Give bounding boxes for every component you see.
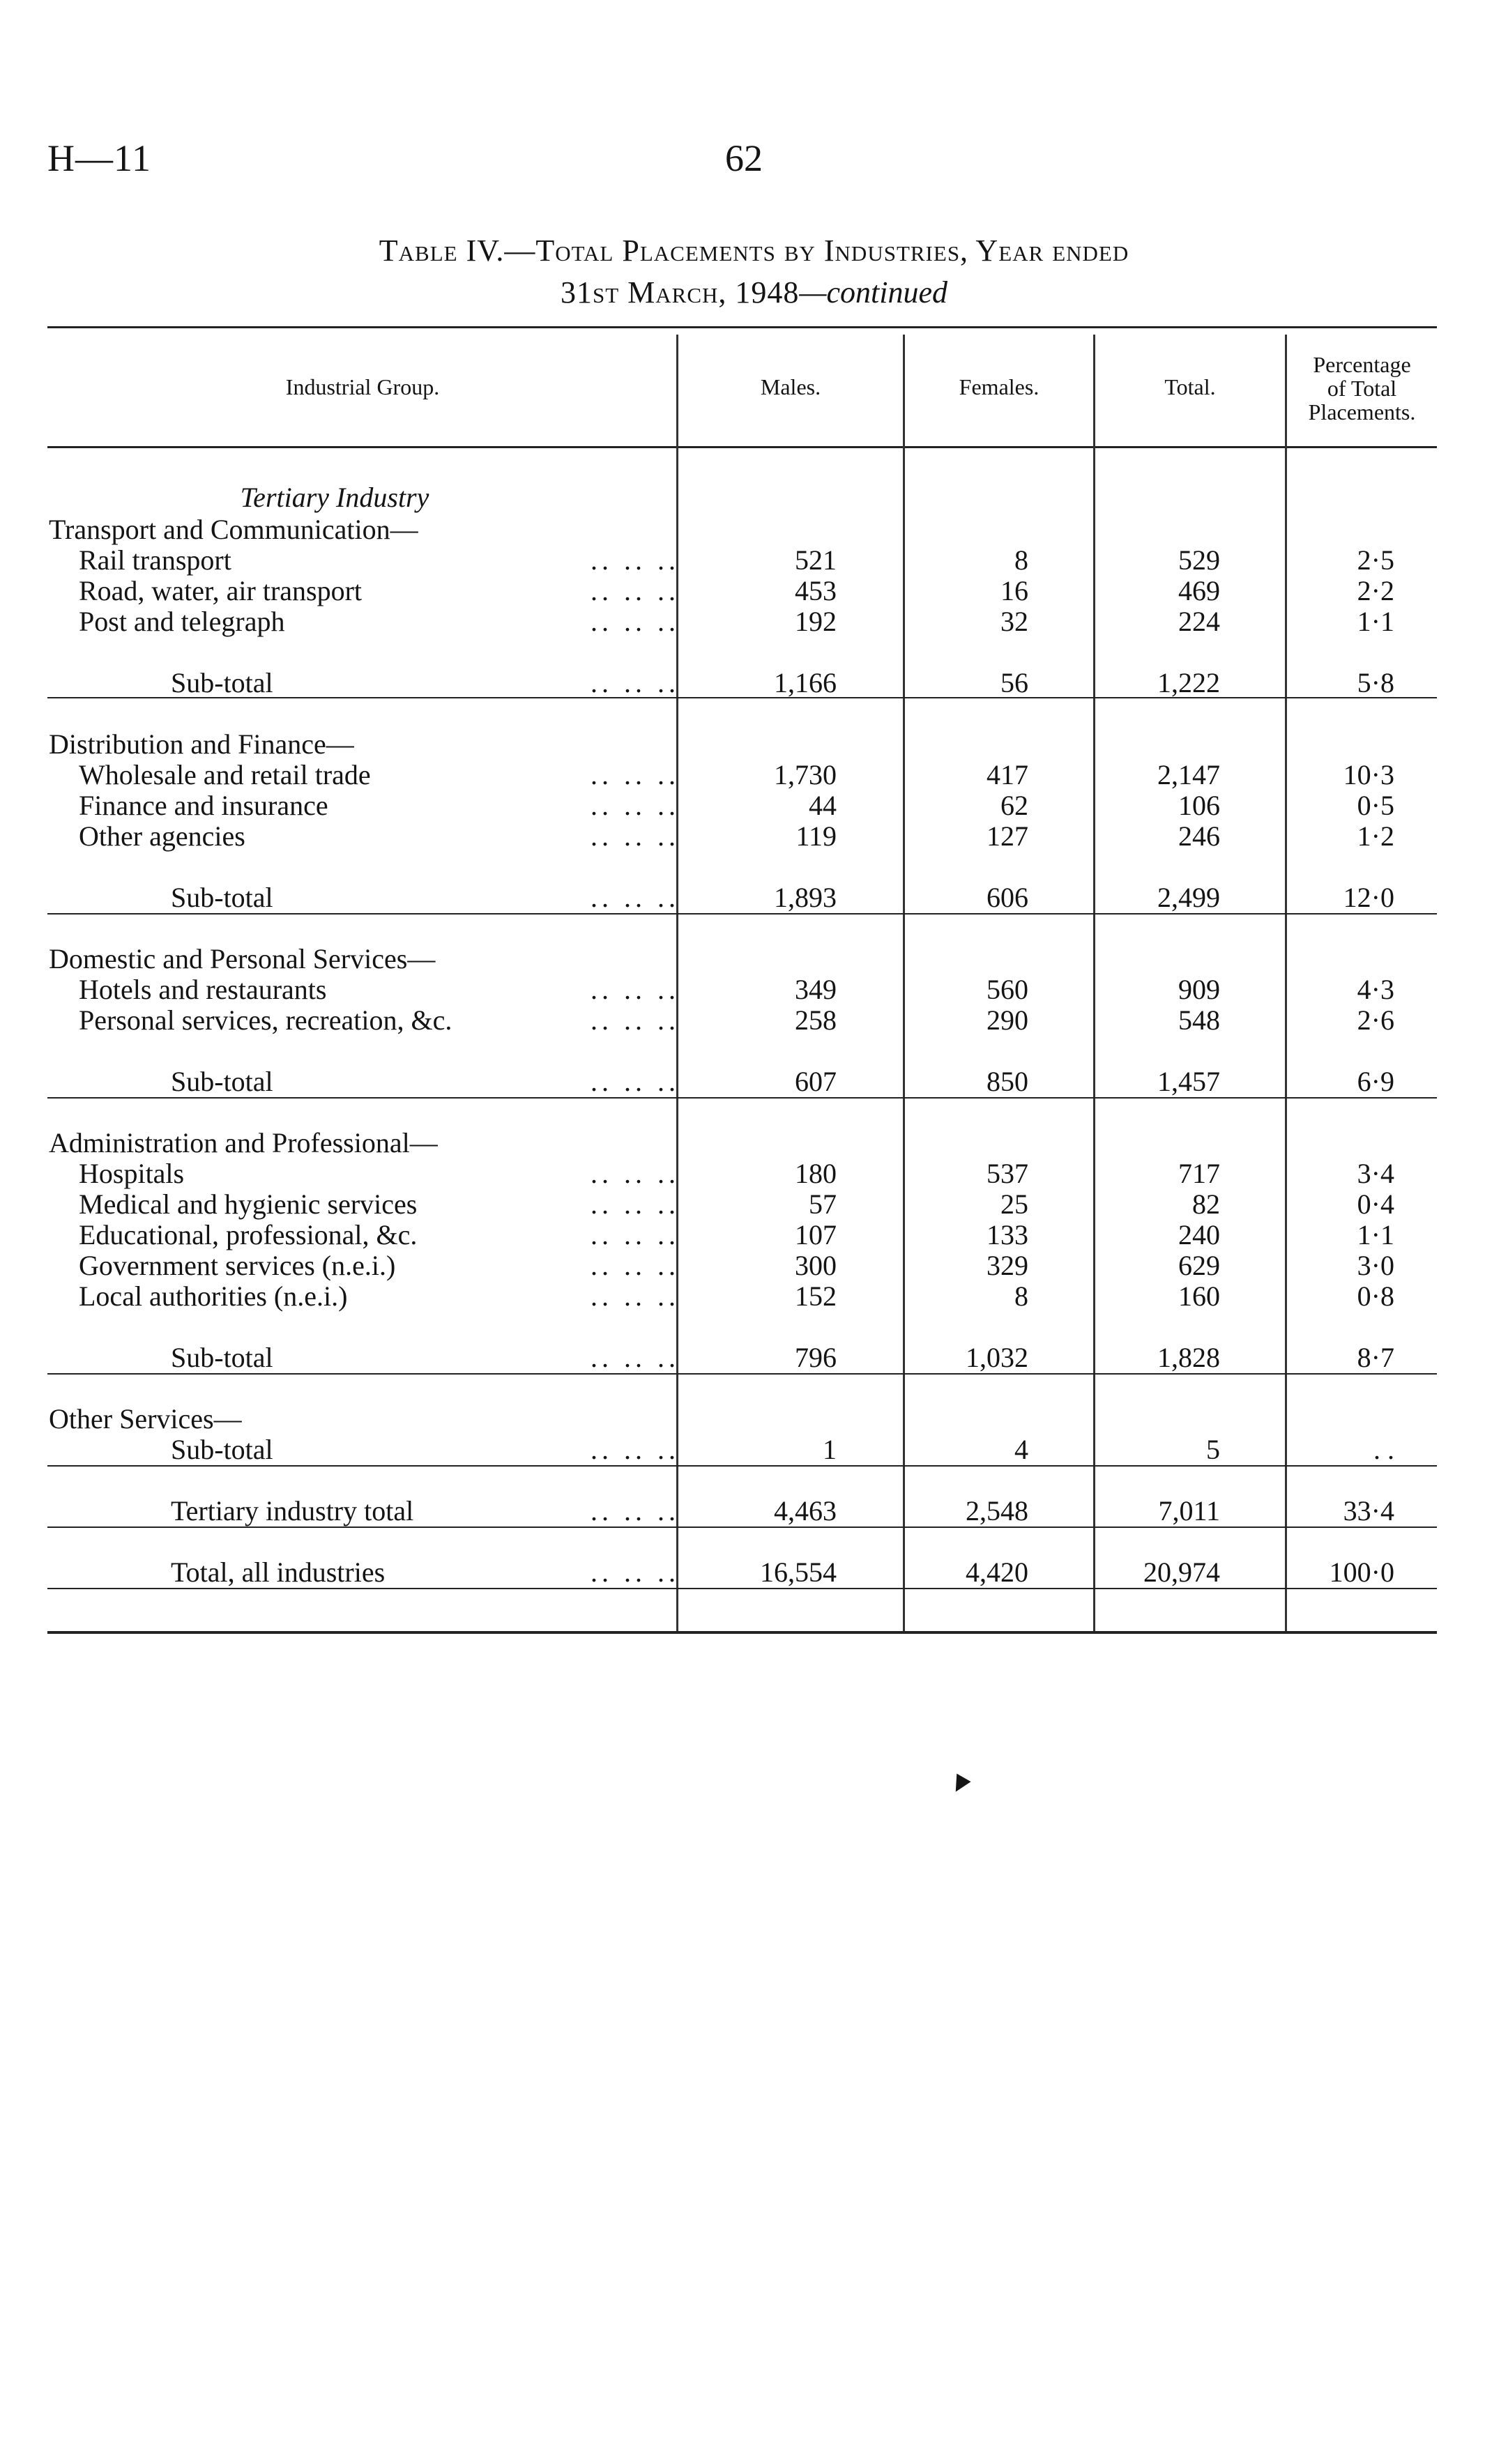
cell-pct: 1·1 [1357,606,1394,637]
row-label: Personal services, recreation, &c. [79,1004,452,1036]
cell-males: 1,166 [774,667,837,698]
title-continued: —continued [799,275,948,309]
row-label: Sub-total [171,1434,273,1465]
cell-pct: 0·5 [1357,790,1394,821]
cell-females: 25 [1000,1188,1028,1220]
cell-pct: 100·0 [1329,1556,1394,1588]
table-row [0,1189,1508,1220]
table-row [0,729,1508,760]
cell-females: 62 [1000,790,1028,821]
cell-total: 629 [1178,1250,1220,1281]
table-row [0,1005,1508,1036]
cell-total: 529 [1178,544,1220,576]
cell-males: 521 [795,544,837,576]
leader-dots: .. .. .. [591,1004,680,1036]
row-label: Local authorities (n.e.i.) [79,1280,348,1312]
cell-total: 106 [1178,790,1220,821]
table-row [0,1434,1508,1465]
cell-pct: 12·0 [1343,882,1394,913]
header-rule [47,446,1437,448]
leader-dots: .. .. .. [591,759,680,790]
cell-females: 8 [1014,1280,1028,1312]
cell-total: 82 [1192,1188,1220,1220]
row-rule [47,1588,1437,1589]
cell-total: 224 [1178,606,1220,637]
row-label: Transport and Communication— [49,514,418,545]
table-row [0,790,1508,821]
cell-total: 1,222 [1157,667,1220,698]
cell-pct: 5·8 [1357,667,1394,698]
cell-females: 1,032 [966,1342,1028,1373]
row-rule [47,1097,1437,1099]
cell-males: 1,893 [774,882,837,913]
row-rule [47,1373,1437,1375]
table-row [0,514,1508,545]
row-label: Medical and hygienic services [79,1188,418,1220]
row-label: Government services (n.e.i.) [79,1250,396,1281]
cell-males: 1 [823,1434,837,1465]
table-row [0,545,1508,576]
table-row [0,882,1508,913]
leader-dots: .. .. .. [591,1342,680,1373]
cell-females: 850 [987,1066,1028,1097]
table-row [0,576,1508,606]
table-title-line-1: Table IV.—Total Placements by Industries, Year ended [379,234,1129,268]
header-percentage-line-2: of Total [1327,376,1397,401]
cell-females: 329 [987,1250,1028,1281]
header-percentage-line-1: Percentage [1313,352,1411,377]
row-label: Tertiary industry total [171,1495,414,1526]
cell-pct: 33·4 [1343,1495,1394,1526]
leader-dots: .. .. .. [591,1495,680,1526]
cell-total: 1,828 [1157,1342,1220,1373]
row-label: Post and telegraph [79,606,285,637]
table-row [0,668,1508,698]
cell-females: 606 [987,882,1028,913]
row-label: Wholesale and retail trade [79,759,371,790]
cell-females: 417 [987,759,1028,790]
table-row [0,1250,1508,1281]
table-row [0,482,1508,513]
leader-dots: .. .. .. [591,1250,680,1281]
cell-males: 1,730 [774,759,837,790]
cell-pct: 10·3 [1343,759,1394,790]
row-rule [47,913,1437,915]
row-label: Sub-total [171,1342,273,1373]
row-label: Educational, professional, &c. [79,1219,418,1250]
cell-males: 453 [795,575,837,606]
header-percentage-line-3: Placements. [1308,399,1416,424]
cell-females: 290 [987,1004,1028,1036]
page-reference: H—11 [47,137,151,179]
leader-dots: .. .. .. [591,790,680,821]
row-label: Other Services— [49,1403,242,1434]
table-row [0,760,1508,790]
leader-dots: .. .. .. [591,1556,680,1588]
cell-females: 127 [987,820,1028,852]
table-row [0,974,1508,1005]
table-row [0,1158,1508,1189]
cell-females: 56 [1000,667,1028,698]
cell-total: 2,499 [1157,882,1220,913]
title-date: 31st March, 1948 [560,275,800,309]
table-row [0,1496,1508,1526]
cell-males: 16,554 [760,1556,837,1588]
table-row [0,1128,1508,1158]
cell-males: 258 [795,1004,837,1036]
row-rule [47,1526,1437,1528]
cell-total: 20,974 [1143,1556,1220,1588]
cell-total: 1,457 [1157,1066,1220,1097]
cell-total: 548 [1178,1004,1220,1036]
cell-males: 796 [795,1342,837,1373]
table-row [0,1557,1508,1588]
table-bottom-rule [47,1631,1437,1634]
cell-males: 44 [809,790,837,821]
table-row [0,821,1508,852]
cell-total: 246 [1178,820,1220,852]
leader-dots: .. .. .. [591,1158,680,1189]
row-label: Administration and Professional— [49,1127,438,1158]
row-label: Tertiary Industry [240,482,429,513]
table-top-rule [47,326,1437,328]
cell-total: 717 [1178,1158,1220,1189]
leader-dots: .. .. .. [591,820,680,852]
cell-pct: 4·3 [1357,974,1394,1005]
cell-total: 2,147 [1157,759,1220,790]
cell-females: 4 [1014,1434,1028,1465]
leader-dots: .. .. .. [591,1280,680,1312]
leader-dots: .. .. .. [591,974,680,1005]
cell-pct: 6·9 [1357,1066,1394,1097]
table-row [0,1220,1508,1250]
table-row [0,1066,1508,1097]
cell-pct: 0·8 [1357,1280,1394,1312]
cell-total: 7,011 [1158,1495,1220,1526]
table-row [0,1404,1508,1434]
header-industrial-group: Industrial Group. [285,374,440,399]
header-males: Males. [760,374,821,399]
cell-pct: 3·4 [1357,1158,1394,1189]
leader-dots: .. .. .. [591,667,680,698]
cell-total: 240 [1178,1219,1220,1250]
row-label: Sub-total [171,1066,273,1097]
page-number: 62 [725,137,763,179]
cell-pct: . . [1373,1434,1394,1465]
cell-females: 2,548 [966,1495,1028,1526]
cell-pct: 2·2 [1357,575,1394,606]
row-label: Domestic and Personal Services— [49,943,436,974]
cell-females: 32 [1000,606,1028,637]
row-label: Finance and insurance [79,790,328,821]
cell-females: 133 [987,1219,1028,1250]
cell-pct: 1·2 [1357,820,1394,852]
cell-pct: 2·5 [1357,544,1394,576]
header-females: Females. [959,374,1039,399]
row-label: Hotels and restaurants [79,974,327,1005]
cell-males: 180 [795,1158,837,1189]
leader-dots: .. .. .. [591,606,680,637]
header-total: Total. [1164,374,1216,399]
table-row [0,944,1508,974]
cell-males: 300 [795,1250,837,1281]
cell-total: 469 [1178,575,1220,606]
cell-males: 57 [809,1188,837,1220]
cell-females: 8 [1014,544,1028,576]
table-title-line-2 [0,272,1508,314]
cell-pct: 3·0 [1357,1250,1394,1281]
row-label: Rail transport [79,544,231,576]
cell-males: 107 [795,1219,837,1250]
cell-total: 909 [1178,974,1220,1005]
row-label: Hospitals [79,1158,185,1189]
row-label: Sub-total [171,667,273,698]
cell-males: 4,463 [774,1495,837,1526]
table-row [0,1342,1508,1373]
leader-dots: .. .. .. [591,575,680,606]
leader-dots: .. .. .. [591,1066,680,1097]
table-row [0,1281,1508,1312]
ink-mark: ▼ [940,1763,981,1804]
cell-males: 152 [795,1280,837,1312]
row-label: Other agencies [79,820,245,852]
cell-males: 349 [795,974,837,1005]
leader-dots: .. .. .. [591,1188,680,1220]
row-label: Total, all industries [171,1556,386,1588]
row-label: Distribution and Finance— [49,728,354,760]
cell-pct: 8·7 [1357,1342,1394,1373]
cell-females: 16 [1000,575,1028,606]
leader-dots: .. .. .. [591,544,680,576]
leader-dots: .. .. .. [591,1219,680,1250]
cell-males: 119 [795,820,837,852]
leader-dots: .. .. .. [591,882,680,913]
cell-pct: 2·6 [1357,1004,1394,1036]
header-percentage [1287,353,1437,424]
row-label: Road, water, air transport [79,575,363,606]
cell-females: 4,420 [966,1556,1028,1588]
leader-dots: .. .. .. [591,1434,680,1465]
cell-pct: 0·4 [1357,1188,1394,1220]
table-row [0,606,1508,637]
cell-total: 160 [1178,1280,1220,1312]
cell-females: 560 [987,974,1028,1005]
cell-males: 607 [795,1066,837,1097]
row-label: Sub-total [171,882,273,913]
cell-pct: 1·1 [1357,1219,1394,1250]
row-rule [47,1465,1437,1467]
cell-total: 5 [1206,1434,1220,1465]
cell-males: 192 [795,606,837,637]
cell-females: 537 [987,1158,1028,1189]
